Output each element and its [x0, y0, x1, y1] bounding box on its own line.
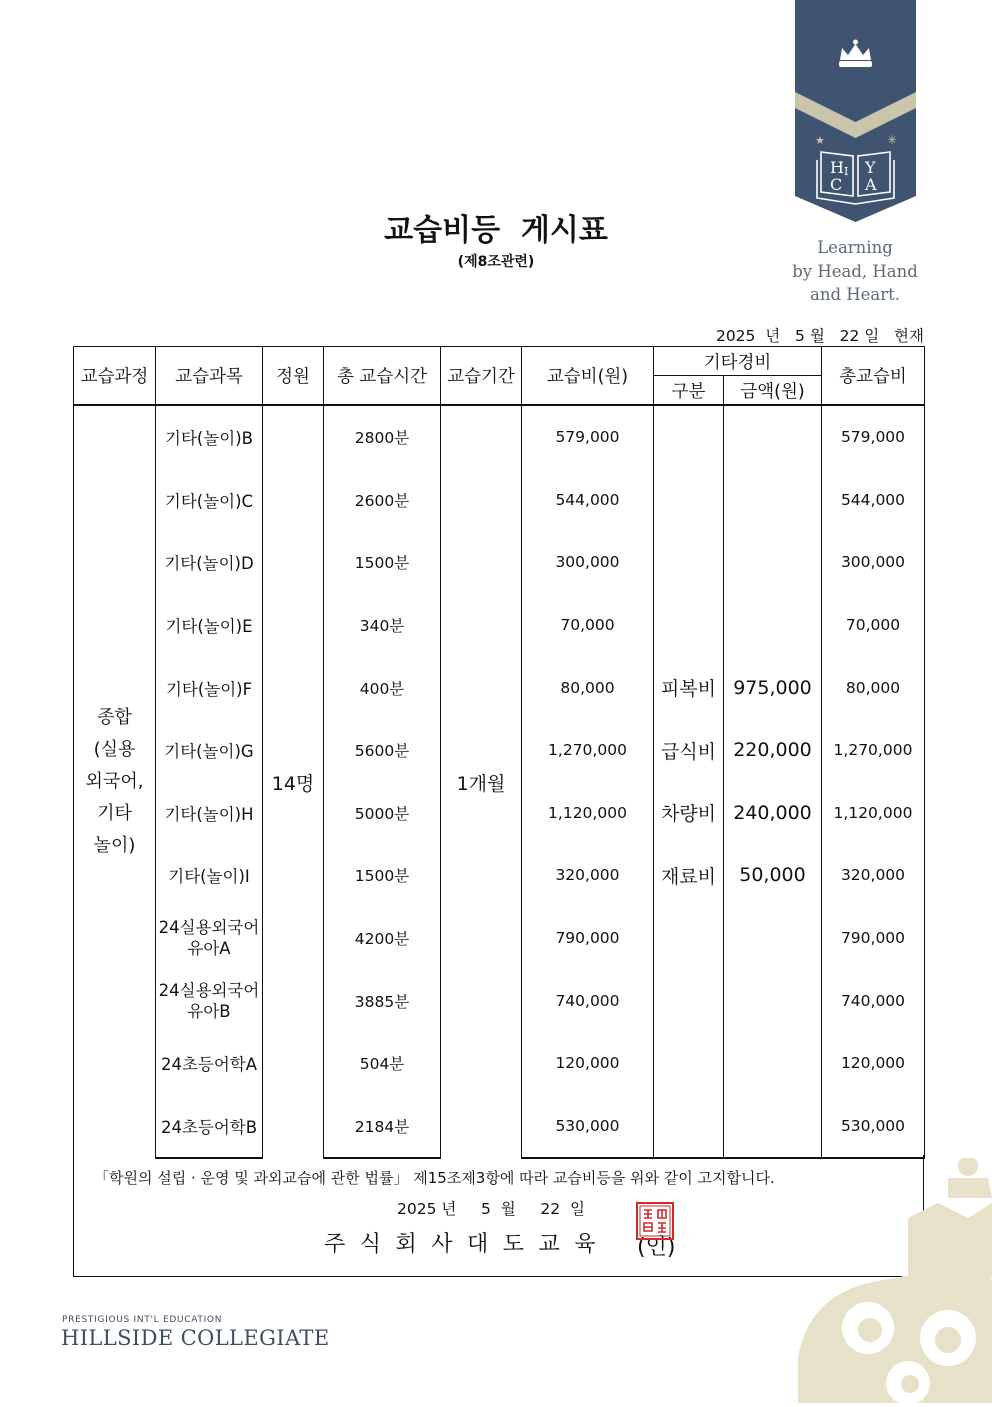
fee-cell: 120,000	[522, 1032, 654, 1095]
extra-amount-cell: 240,000	[724, 782, 822, 845]
subject-cell: 24초등어학B	[156, 1095, 263, 1159]
fee-cell: 300,000	[522, 531, 654, 594]
total-time-cell: 5000분	[324, 782, 441, 845]
total-time-cell: 4200분	[324, 907, 441, 970]
fee-cell: 1,120,000	[522, 782, 654, 845]
course-line: (실용	[93, 739, 136, 761]
total-fee-cell: 120,000	[822, 1032, 925, 1095]
svg-text:★: ★	[815, 134, 825, 147]
total-time-cell: 1500분	[324, 844, 441, 907]
fee-cell: 790,000	[522, 907, 654, 970]
period-cell: 1개월	[441, 405, 522, 1158]
total-time-cell: 340분	[324, 594, 441, 657]
fee-cell: 70,000	[522, 594, 654, 657]
fee-table	[73, 346, 925, 1159]
svg-text:H: H	[830, 158, 844, 177]
total-fee-cell: 70,000	[822, 594, 925, 657]
header-course: 교습과정	[74, 347, 156, 406]
total-time-cell: 2184분	[324, 1095, 441, 1159]
total-fee-cell: 579,000	[822, 405, 925, 469]
extra-amount-cell	[724, 1095, 822, 1159]
total-fee-cell: 300,000	[822, 531, 925, 594]
total-time-cell: 2600분	[324, 469, 441, 532]
fee-cell: 544,000	[522, 469, 654, 532]
subject-cell: 기타(놀이)G	[156, 719, 263, 782]
total-fee-cell: 1,270,000	[822, 719, 925, 782]
fee-cell: 320,000	[522, 844, 654, 907]
subject-cell: 기타(놀이)F	[156, 656, 263, 719]
fee-cell: 740,000	[522, 969, 654, 1032]
capacity-cell: 14명	[263, 405, 324, 1158]
seal-mark-text: (인)	[637, 1235, 676, 1260]
extra-amount-cell	[724, 594, 822, 657]
course-line: 놀이)	[93, 835, 136, 857]
company-name: 주식회사대도교육	[324, 1232, 611, 1257]
extra-type-cell	[654, 1032, 724, 1095]
subject-cell: 기타(놀이)I	[156, 844, 263, 907]
subject-cell: 24실용외국어 유아B	[156, 969, 263, 1032]
extra-type-cell	[654, 969, 724, 1032]
subject-cell: 기타(놀이)D	[156, 531, 263, 594]
svg-text:Y: Y	[865, 158, 876, 177]
fee-table-body	[74, 405, 925, 1158]
extra-type-cell	[654, 1095, 724, 1159]
school-tagline: Learning by Head, Hand and Heart.	[792, 238, 918, 304]
header-period: 교습기간	[441, 347, 522, 406]
course-line: 종합	[97, 707, 132, 729]
total-fee-cell: 1,120,000	[822, 782, 925, 845]
total-time-cell: 1500분	[324, 531, 441, 594]
total-time-cell: 5600분	[324, 719, 441, 782]
extra-amount-cell	[724, 907, 822, 970]
header-fee: 교습비(원)	[522, 347, 654, 406]
extra-amount-cell	[724, 1032, 822, 1095]
subject-cell: 기타(놀이)C	[156, 469, 263, 532]
header-extra-amount: 금액(원)	[724, 376, 822, 406]
page-subtitle: (제8조관련)	[457, 254, 535, 270]
header-extra-type: 구분	[654, 376, 724, 406]
header-extra-expenses: 기타경비	[654, 347, 822, 376]
notice-box	[73, 1155, 924, 1277]
fee-cell: 80,000	[522, 656, 654, 719]
subject-cell: 기타(놀이)B	[156, 405, 263, 469]
header-total-time: 총 교습시간	[324, 347, 441, 406]
extra-amount-cell: 220,000	[724, 719, 822, 782]
table-row	[74, 405, 925, 469]
extra-type-cell: 차량비	[654, 782, 724, 845]
total-time-cell: 400분	[324, 656, 441, 719]
total-time-cell: 2800분	[324, 405, 441, 469]
course-cell	[74, 405, 156, 1158]
extra-amount-cell	[724, 969, 822, 1032]
header-capacity: 정원	[263, 347, 324, 406]
extra-type-cell	[654, 594, 724, 657]
extra-type-cell	[654, 405, 724, 469]
extra-amount-cell	[724, 405, 822, 469]
footer-brand-name: HILLSIDE COLLEGIATE	[61, 1326, 330, 1350]
extra-type-cell	[654, 469, 724, 532]
fee-cell: 1,270,000	[522, 719, 654, 782]
extra-amount-cell: 50,000	[724, 844, 822, 907]
course-line: 외국어,	[85, 771, 144, 793]
extra-type-cell: 피복비	[654, 656, 724, 719]
extra-amount-cell	[724, 469, 822, 532]
subject-cell: 기타(놀이)E	[156, 594, 263, 657]
subject-cell: 24초등어학A	[156, 1032, 263, 1095]
as-of-date: 2025 년 5 월 22 일 현재	[715, 327, 924, 345]
footer-tagline: PRESTIGIOUS INT'L EDUCATION	[62, 1315, 223, 1325]
total-fee-cell: 80,000	[822, 656, 925, 719]
fee-cell: 579,000	[522, 405, 654, 469]
course-line: 기타	[97, 803, 132, 825]
total-fee-cell: 530,000	[822, 1095, 925, 1159]
svg-text:C: C	[830, 175, 843, 194]
total-time-cell: 3885분	[324, 969, 441, 1032]
total-fee-cell: 544,000	[822, 469, 925, 532]
svg-text:A: A	[865, 175, 877, 194]
extra-type-cell: 급식비	[654, 719, 724, 782]
company-seal-stamp	[635, 1201, 675, 1241]
law-notice-text: 「학원의 설립 · 운영 및 과외교습에 관한 법률」 제15조제3항에 따라 교습비등을 위와 같이 고지합니다.	[94, 1169, 775, 1187]
extra-type-cell	[654, 531, 724, 594]
total-fee-cell: 790,000	[822, 907, 925, 970]
extra-amount-cell: 975,000	[724, 656, 822, 719]
total-time-cell: 504분	[324, 1032, 441, 1095]
subject-cell: 기타(놀이)H	[156, 782, 263, 845]
header-subject: 교습과목	[156, 347, 263, 406]
svg-text:I: I	[844, 165, 849, 178]
svg-text:✳: ✳	[887, 133, 898, 147]
watermark-crest-icon	[798, 1158, 992, 1403]
subject-cell: 24실용외국어 유아A	[156, 907, 263, 970]
extra-type-cell: 재료비	[654, 844, 724, 907]
notice-date: 2025 년 5 월 22 일	[397, 1200, 585, 1218]
page-title: 교습비등 게시표	[384, 213, 608, 248]
header-total-fee: 총교습비	[822, 347, 925, 406]
fee-cell: 530,000	[522, 1095, 654, 1159]
extra-type-cell	[654, 907, 724, 970]
total-fee-cell: 320,000	[822, 844, 925, 907]
extra-amount-cell	[724, 531, 822, 594]
school-banner-logo	[795, 0, 916, 222]
total-fee-cell: 740,000	[822, 969, 925, 1032]
